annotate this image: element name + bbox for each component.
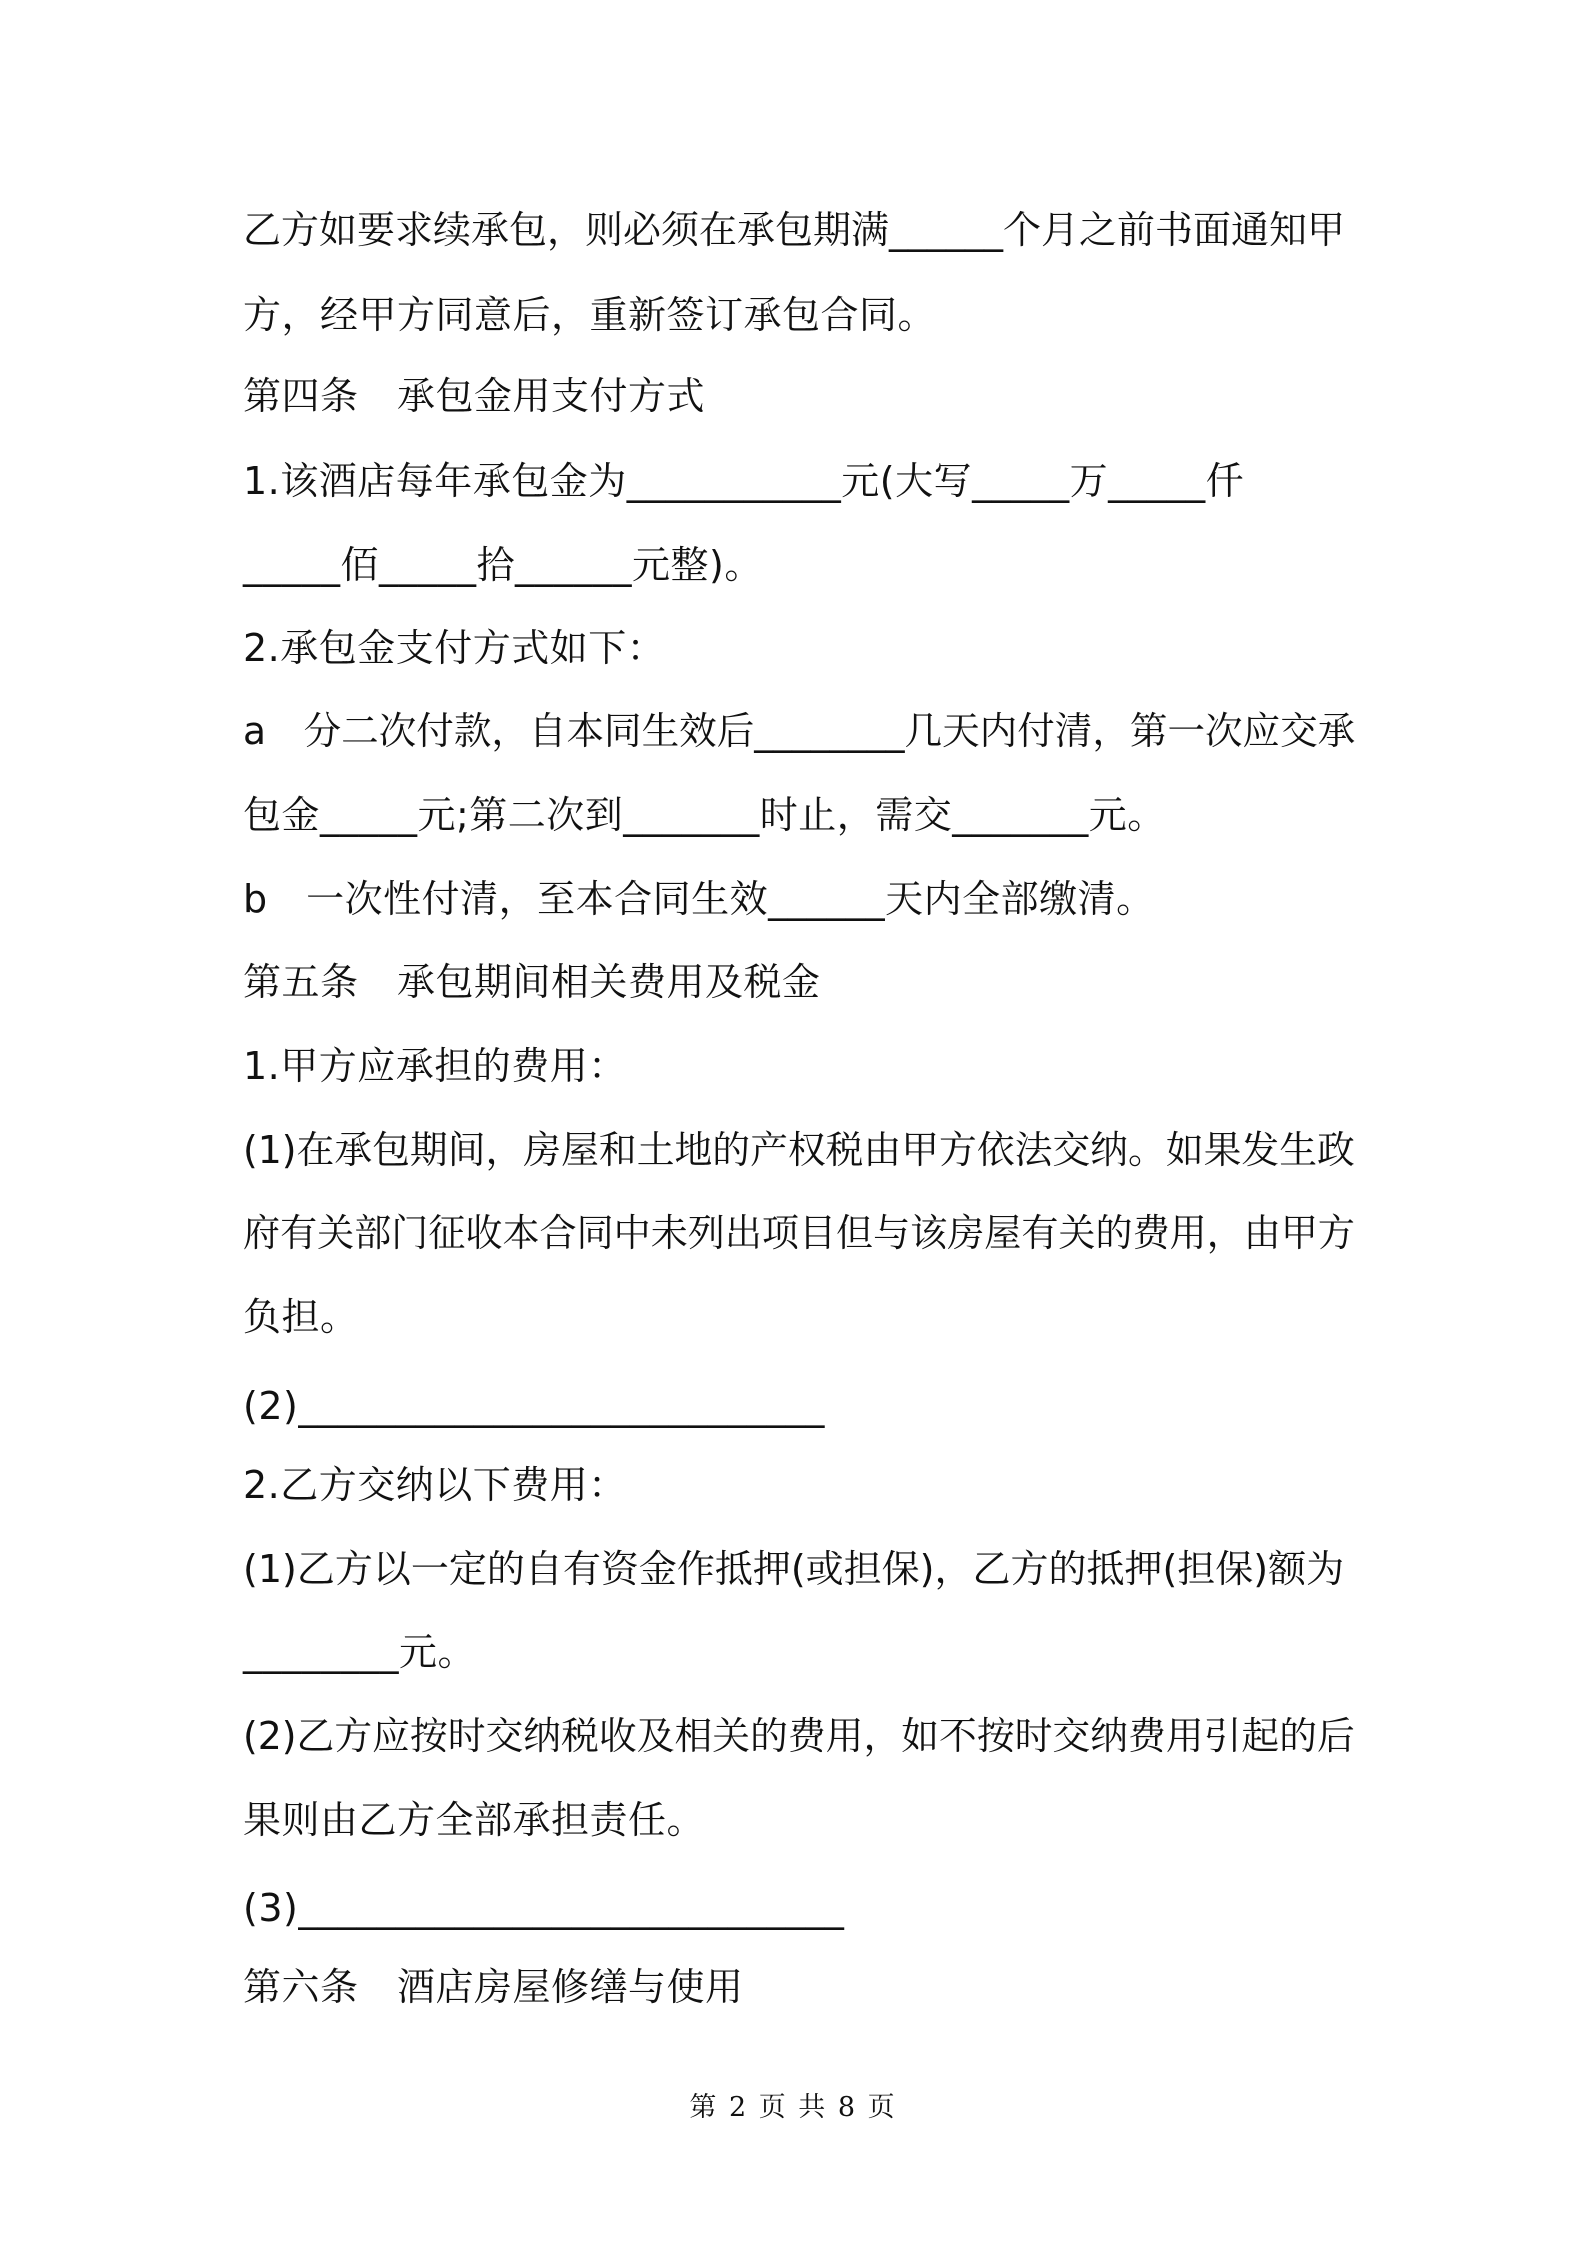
section-heading: 第六条 酒店房屋修缮与使用 bbox=[243, 1965, 744, 2009]
body-line: 1.甲方应承担的费用： bbox=[243, 1044, 627, 1088]
body-line: (1)乙方以一定的自有资金作抵押(或担保)，乙方的抵押(担保)额为 bbox=[243, 1547, 1345, 1591]
body-line: a 分二次付款，自本同生效后________几天内付清，第一次应交承 bbox=[243, 709, 1356, 753]
body-line: 府有关部门征收本合同中未列出项目但与该房屋有关的费用，由甲方 bbox=[243, 1211, 1355, 1255]
body-line: 果则由乙方全部承担责任。 bbox=[243, 1798, 706, 1842]
body-line: (2)___________________________ bbox=[243, 1384, 825, 1428]
page-number-footer: 第 2 页 共 8 页 bbox=[689, 2092, 897, 2123]
body-line: (3)____________________________ bbox=[243, 1886, 845, 1930]
body-line: 负担。 bbox=[243, 1295, 359, 1339]
body-line: _____佰_____拾______元整)。 bbox=[243, 543, 763, 587]
section-heading: 第四条 承包金用支付方式 bbox=[243, 374, 706, 418]
body-line: 方，经甲方同意后，重新签订承包合同。 bbox=[243, 293, 937, 337]
body-line: b 一次性付清，至本合同生效______天内全部缴清。 bbox=[243, 877, 1155, 921]
body-line: 1.该酒店每年承包金为___________元(大写_____万_____仟 bbox=[243, 459, 1245, 503]
body-line: (1)在承包期间，房屋和土地的产权税由甲方依法交纳。如果发生政 bbox=[243, 1128, 1355, 1172]
section-heading: 第五条 承包期间相关费用及税金 bbox=[243, 960, 821, 1004]
body-line: 包金_____元;第二次到_______时止，需交_______元。 bbox=[243, 793, 1166, 837]
body-line: ________元。 bbox=[243, 1630, 477, 1674]
body-line: 2.乙方交纳以下费用： bbox=[243, 1463, 627, 1507]
body-line: 2.承包金支付方式如下： bbox=[243, 626, 666, 670]
body-line: (2)乙方应按时交纳税收及相关的费用，如不按时交纳费用引起的后 bbox=[243, 1714, 1355, 1758]
body-line: 乙方如要求续承包，则必须在承包期满______个月之前书面通知甲 bbox=[243, 208, 1346, 252]
